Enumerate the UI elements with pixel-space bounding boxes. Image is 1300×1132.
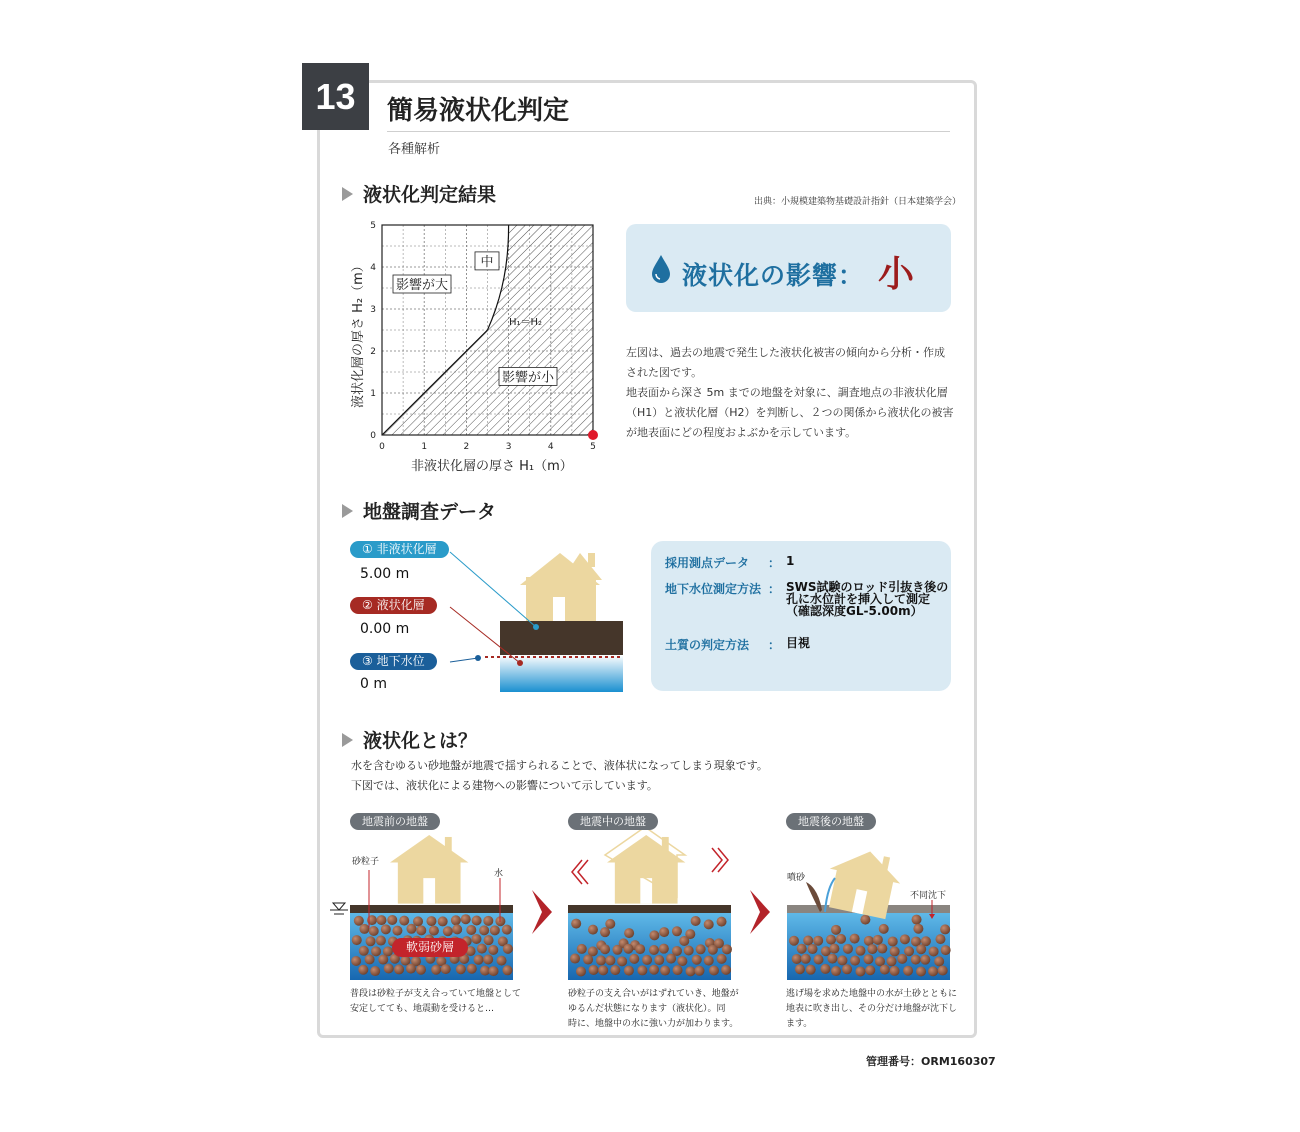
effect-label: 液状化の影響： <box>682 261 865 290</box>
sand-particle <box>916 944 926 954</box>
description-line: （H1）と液状化層（H2）を判断し、２つの関係から液状化の被害 <box>626 406 954 419</box>
stage-label-before: 地震前の地盤 <box>350 813 440 830</box>
x-tick-label: 1 <box>421 442 428 452</box>
sand-particle <box>370 966 380 976</box>
sand-particle <box>354 916 364 926</box>
sand-particle <box>649 930 659 940</box>
stage-arrow-icon <box>532 890 552 934</box>
sand-particle <box>873 935 883 945</box>
sand-particle <box>865 965 875 975</box>
sand-particle <box>929 946 939 956</box>
sand-particle <box>378 955 388 965</box>
x-tick-label: 0 <box>379 442 385 452</box>
label-sand-particle: 砂粒子 <box>352 857 380 867</box>
stage-label-after: 地震後の地盤 <box>786 813 876 830</box>
sand-particle <box>659 927 669 937</box>
chart-description <box>626 343 956 443</box>
sand-particle <box>694 966 704 976</box>
sand-particle <box>617 956 627 966</box>
sand-particle <box>577 944 587 954</box>
sand-particle <box>829 944 839 954</box>
chart-x-axis-label: 非液状化層の厚さ H₁（m） <box>411 459 573 474</box>
sand-particle <box>684 946 694 956</box>
sand-particle <box>438 916 448 926</box>
liquefaction-stages-illustration <box>320 830 960 985</box>
sand-particle <box>484 935 494 945</box>
caption-line: 砂粒子の支え合いがはずれていき、地盤が <box>568 989 739 999</box>
sand-particle <box>837 955 847 965</box>
stage-caption-before <box>350 987 521 1017</box>
sand-particle <box>488 945 498 955</box>
sand-particle <box>365 954 375 964</box>
page-title: 簡易液状化判定 <box>387 96 570 126</box>
sand-particle <box>916 966 926 976</box>
sand-particle <box>359 924 369 934</box>
x-tick-label: 3 <box>505 442 512 452</box>
page-subtitle: 各種解析 <box>388 142 441 157</box>
y-tick-label: 0 <box>370 431 376 441</box>
sand-particle <box>399 916 409 926</box>
water-table-triangle-icon <box>333 903 345 910</box>
sand-particle <box>471 934 481 944</box>
sand-particle <box>477 944 487 954</box>
sand-particle <box>806 965 816 975</box>
survey-value-soil-method: 目視 <box>786 636 811 650</box>
sand-particle <box>941 945 951 955</box>
sand-particle <box>867 944 877 954</box>
sand-particle <box>451 915 461 925</box>
sand-particle <box>792 954 802 964</box>
sand-particle <box>928 966 938 976</box>
sand-particle <box>717 917 727 927</box>
sand-particle <box>814 955 824 965</box>
ground-section-diagram <box>440 545 640 695</box>
sand-particle <box>367 915 377 925</box>
house-door <box>423 878 435 903</box>
sand-particle <box>709 965 719 975</box>
sand-particle <box>392 926 402 936</box>
sand-particle <box>479 925 489 935</box>
sand-particle <box>376 936 386 946</box>
sand-particle <box>467 964 477 974</box>
sand-particle <box>934 956 944 966</box>
triangle-bullet-icon <box>342 187 353 201</box>
sand-particle <box>708 945 718 955</box>
sand-particle <box>623 944 633 954</box>
source-note: 出典：小規模建築物基礎設計指針（日本建築学会） <box>754 197 962 207</box>
caption-line: ます。 <box>786 1019 813 1029</box>
label-sand-boil: 噴砂 <box>787 873 806 883</box>
sand-particle <box>935 934 945 944</box>
sand-particle <box>635 944 645 954</box>
sand-particle <box>827 954 837 964</box>
layer-pill-liquefied: ② 液状化層 <box>350 597 437 614</box>
sand-particle <box>406 964 416 974</box>
sand-particle <box>879 924 889 934</box>
house-chimney <box>588 553 595 567</box>
sand-particle <box>583 955 593 965</box>
sand-particle <box>483 916 493 926</box>
sand-particle <box>677 956 687 966</box>
stage-arrow-icon <box>750 890 770 934</box>
stage-label-during: 地震中の地盤 <box>568 813 658 830</box>
sand-particle <box>600 944 610 954</box>
layer-value-non-liquefied: 5.00 m <box>360 566 410 582</box>
section-heading-what <box>342 726 477 753</box>
survey-value-point: 1 <box>786 554 795 568</box>
sand-particle <box>358 965 368 975</box>
sand-particle <box>900 934 910 944</box>
sand-particle <box>612 945 622 955</box>
x-tick-label: 4 <box>547 442 554 452</box>
sand-particle <box>466 925 476 935</box>
house-before <box>390 835 468 904</box>
layer-value-liquefied: 0.00 m <box>360 621 410 637</box>
x-tick-label: 2 <box>463 442 470 452</box>
ground-block <box>568 905 732 980</box>
sand-particle <box>351 956 361 966</box>
sand-particle <box>717 954 727 964</box>
sand-particle <box>376 915 386 925</box>
sand-particle <box>795 964 805 974</box>
sand-particle <box>352 935 362 945</box>
layer-pill-groundwater: ③ 地下水位 <box>350 653 437 670</box>
sand-particle <box>660 966 670 976</box>
sand-particle <box>426 916 436 926</box>
sand-particle <box>888 936 898 946</box>
sand-particle <box>384 964 394 974</box>
explanation-line: 水を含むゆるい砂地盤が地震で揺すられることで、液体状になってしまう現象です。 <box>351 759 768 772</box>
ground-block <box>787 905 951 980</box>
sand-particle <box>855 966 865 976</box>
sand-particle <box>692 955 702 965</box>
sand-particle <box>880 965 890 975</box>
sand-particle <box>696 944 706 954</box>
caption-line: 逃げ場を求めた地盤中の水が土砂とともに <box>786 989 958 999</box>
sand-particle <box>571 919 581 929</box>
survey-label-soil-method: 土質の判定方法 <box>665 638 750 652</box>
label-water: 水 <box>494 869 504 879</box>
survey-label-water-method: 地下水位測定方法 <box>665 582 762 596</box>
caption-line: ゆるんだ状態になります（液状化）。同 <box>568 1004 726 1014</box>
stage-caption-during <box>568 987 739 1032</box>
sand-particle <box>940 924 950 934</box>
sand-particle <box>637 965 647 975</box>
sand-particle <box>704 919 714 929</box>
zone-label-large: 影響が大 <box>395 278 449 293</box>
sand-particle <box>570 954 580 964</box>
sand-particle <box>673 965 683 975</box>
y-tick-label: 1 <box>370 389 376 399</box>
sand-particle <box>836 934 846 944</box>
liquefaction-explanation <box>351 756 768 796</box>
leader-dot <box>475 655 481 661</box>
sand-particle <box>877 944 887 954</box>
sand-particle <box>600 927 610 937</box>
shake-marks-right-icon <box>712 848 728 872</box>
sand-particle <box>497 956 507 966</box>
survey-value-water-method: 孔に水位計を挿入して測定 <box>786 592 931 606</box>
x-tick-label: 5 <box>590 442 596 452</box>
sand-particle <box>605 955 615 965</box>
sand-particle <box>691 916 701 926</box>
sand-particle <box>649 945 659 955</box>
sand-particle <box>610 965 620 975</box>
description-line: された図です。 <box>626 366 703 379</box>
survey-value-water-method: SWS試験のロッド引抜き後の <box>786 580 949 594</box>
sand-particle <box>483 954 493 964</box>
sand-particle <box>913 924 923 934</box>
effect-value: 小 <box>878 254 915 295</box>
survey-sep: ： <box>768 556 781 570</box>
description-line: が地表面にどの程度およぶかを示しています。 <box>626 426 857 439</box>
sand-particle <box>642 955 652 965</box>
sand-particle <box>605 919 615 929</box>
section-heading-text: 液状化とは？ <box>363 730 478 752</box>
sand-particle <box>480 966 490 976</box>
sand-particle <box>797 944 807 954</box>
sand-particle <box>371 946 381 956</box>
sand-particle <box>856 946 866 956</box>
house-chimney <box>445 837 452 853</box>
title-divider <box>387 131 950 132</box>
caption-line: 地表に吹き出し、その分だけ地盤が沈下し <box>786 1004 958 1014</box>
sand-particle <box>474 955 484 965</box>
sand-particle <box>369 926 379 936</box>
sand-particle <box>502 925 512 935</box>
sand-particle <box>863 954 873 964</box>
y-tick-label: 4 <box>370 263 376 273</box>
chart-y-axis-label: 液状化層の厚さ H₂（m） <box>351 259 366 408</box>
sand-particle <box>813 936 823 946</box>
stage-caption-after <box>786 987 957 1032</box>
sand-particle <box>429 926 439 936</box>
sand-particle <box>721 965 731 975</box>
sand-particle <box>576 966 586 976</box>
sand-particle <box>850 934 860 944</box>
shake-marks-left-icon <box>572 860 588 884</box>
sand-particle <box>860 915 870 925</box>
house-chimney <box>881 856 890 871</box>
sand-particle <box>624 928 634 938</box>
explanation-line: 下図では、液状化による建物への影響について示しています。 <box>351 779 658 792</box>
sand-particle <box>431 965 441 975</box>
sand-particle <box>904 946 914 956</box>
sand-particle <box>489 966 499 976</box>
sand-particle <box>461 914 471 924</box>
sand-particle <box>789 936 799 946</box>
sand-particle <box>890 946 900 956</box>
sand-particle <box>826 935 836 945</box>
sand-particle <box>912 915 922 925</box>
sand-particle <box>441 964 451 974</box>
sand-particle <box>843 944 853 954</box>
sand-particle <box>443 926 453 936</box>
sand-particle <box>394 964 404 974</box>
soil-layer <box>500 621 623 655</box>
sand-particle <box>416 925 426 935</box>
section-heading-text: 地盤調査データ <box>363 501 497 523</box>
label-soft-sand-layer: 軟弱砂層 <box>392 938 468 957</box>
liquefaction-chart <box>340 215 610 475</box>
sand-particle <box>803 936 813 946</box>
sand-particle <box>502 965 512 975</box>
zone-label-small: 影響が小 <box>501 370 555 386</box>
sand-particle <box>666 954 676 964</box>
sand-particle <box>903 966 913 976</box>
sand-particle <box>503 944 513 954</box>
sand-particle <box>938 965 948 975</box>
topsoil-layer <box>568 905 731 913</box>
house-door <box>553 597 565 621</box>
sand-particle <box>416 965 426 975</box>
water-drop-icon <box>650 254 672 284</box>
triangle-bullet-icon <box>342 504 353 518</box>
sand-particle <box>897 954 907 964</box>
sand-particle <box>589 965 599 975</box>
survey-sep: ： <box>768 638 781 652</box>
sand-particle <box>472 916 482 926</box>
sand-particle <box>820 964 830 974</box>
y-tick-label: 5 <box>370 221 376 231</box>
caption-line: 安定してても、地震動を受けると… <box>350 1004 495 1014</box>
equality-label: H₁＝H₂ <box>508 316 543 328</box>
sand-particle <box>831 966 841 976</box>
sand-particle <box>887 956 897 966</box>
sand-particle <box>649 965 659 975</box>
sand-particle <box>801 954 811 964</box>
sand-particle <box>381 924 391 934</box>
description-line: 左図は、過去の地震で発生した液状化被害の傾向から分析・作成 <box>626 346 945 359</box>
section-heading-result <box>342 180 496 207</box>
sand-particle <box>659 944 669 954</box>
sand-particle <box>679 936 689 946</box>
data-point <box>588 430 598 440</box>
sand-particle <box>359 946 369 956</box>
sand-particle <box>598 965 608 975</box>
y-tick-label: 2 <box>370 347 376 357</box>
sand-particle <box>704 956 714 966</box>
sand-particle <box>366 936 376 946</box>
survey-value-water-method: （確認深度GL-5.00m） <box>786 604 923 618</box>
description-line: 地表面から深さ 5m までの地盤を対象に、調査地点の非液状化層 <box>626 386 948 399</box>
sand-particle <box>452 924 462 934</box>
management-number: 管理番号：ORM160307 <box>866 1055 996 1068</box>
sand-particle <box>850 956 860 966</box>
sand-particle <box>890 966 900 976</box>
section-number-badge: 13 <box>302 63 369 130</box>
topsoil-layer <box>350 905 513 913</box>
sand-particle <box>624 966 634 976</box>
y-tick-label: 3 <box>370 305 376 315</box>
section-heading-survey <box>342 497 496 524</box>
survey-label-point: 採用測点データ <box>665 556 750 570</box>
sand-particle <box>831 925 841 935</box>
caption-line: 時に、地盤中の水に強い力が加わります。 <box>568 1019 739 1029</box>
sand-particle <box>456 964 466 974</box>
sand-particle <box>588 925 598 935</box>
sand-particle <box>722 944 732 954</box>
sand-particle <box>406 924 416 934</box>
sand-particle <box>911 955 921 965</box>
survey-sep: ： <box>768 582 781 596</box>
sand-particle <box>387 915 397 925</box>
zone-label-medium: 中 <box>480 254 494 270</box>
triangle-bullet-icon <box>342 733 353 747</box>
label-uneven-settlement: 不同沈下 <box>910 891 947 901</box>
caption-line: 普段は砂粒子が支え合っていて地盤として <box>350 989 522 999</box>
sand-particle <box>808 944 818 954</box>
leader-dot <box>517 660 523 666</box>
sand-particle <box>842 964 852 974</box>
leader-line <box>450 552 536 627</box>
sand-particle <box>672 926 682 936</box>
sand-particle <box>654 955 664 965</box>
sand-particle <box>629 954 639 964</box>
layer-pill-non-liquefied: ① 非液状化層 <box>350 541 449 558</box>
sand-particle <box>596 955 606 965</box>
layer-value-groundwater: 0 m <box>360 676 387 692</box>
leader-line <box>450 658 478 662</box>
section-heading-text: 液状化判定結果 <box>363 184 497 206</box>
sand-particle <box>490 925 500 935</box>
sand-particle <box>920 955 930 965</box>
leader-dot <box>533 624 539 630</box>
sand-particle <box>686 966 696 976</box>
